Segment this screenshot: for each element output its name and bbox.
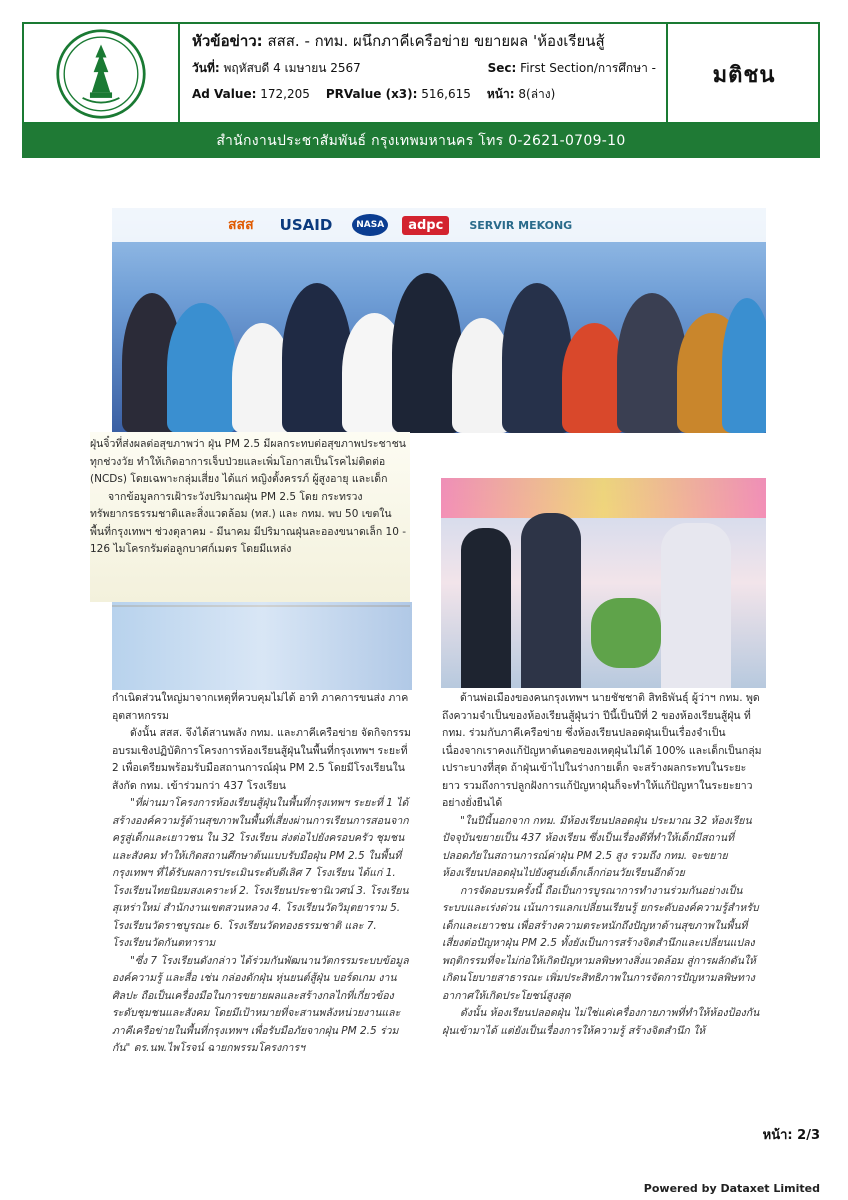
- students-photo: [112, 602, 412, 690]
- inspection-photo: [441, 478, 766, 688]
- paragraph: จากข้อมูลการเฝ้าระวังปริมาณฝุ่น PM 2.5 โดย กระทรวงทรัพยากรธรรมชาติและสิ่งแวดล้อม (ทส.) และ กทม. พบ 50 เขตในพื้นที่กรุงเทพฯ ช่วงตุลาคม - มีนาคม มีปริมาณฝุ่นละอองขนาดเล็ก 10 - 126 ไมโครกรัมต่อลูกบาศก์เมตร โดยมีแหล่ง: [90, 490, 406, 555]
- sponsor-logo-adpc: adpc: [402, 216, 449, 235]
- logo-cell: [24, 24, 180, 124]
- clipping-info: [182, 24, 666, 124]
- quote-paragraph: "ซึ่ง 7 โรงเรียนดังกล่าว ได้ร่วมกันพัฒนานวัตกรรมระบบข้อมูล องค์ความรู้ และสื่อ เช่น กล่องดักฝุ่น หุ่นยนต์สู้ฝุ่น บอร์ดเกม งานศิลปะ ถือเป็นเครื่องมือในการขยายผลและสร้างกลไกที่เกี่ยวข้องระดับชุมชนและสังคม โดยมีเป้าหมายที่จะสานพลังหน่วยงานและภาคีเครือข่ายในพื้นที่กรุงเทพฯ เพื่อรับมือภัยจากฝุ่น PM 2.5 ร่วมกัน" ดร.นพ.ไพโรจน์ ฉายกพรรมโครงการฯ: [112, 954, 409, 1054]
- sponsor-logo-sss: สสส: [228, 217, 254, 233]
- article-column-1: [90, 436, 406, 559]
- headline-row: [192, 30, 656, 52]
- article-column-2: [112, 690, 414, 1058]
- paragraph: การจัดอบรมครั้งนี้ ถือเป็นการบูรณาการทำงานร่วมกันอย่างเป็นระบบและเร่งด่วน เน้นการแลกเปลี่ยนเรียนรู้ ยกระดับองค์ความรู้สำหรับเด็กและเยาวชน เพื่อสร้างความตระหนักถึงปัญหาด้านสุขภาพในพื้นที่เสี่ยงต่อปัญหาฝุ่น PM 2.5 ทั้งยังเป็นการสร้างจิตสำนึกและเปลี่ยนแปลงพฤติกรรมที่จะไม่ก่อให้เกิดปัญหามลพิษทางสิ่งแวดล้อม สู่การผลักดันให้เกิดนโยบายสาธารณะ เพิ่มประสิทธิภาพในการจัดการปัญหามลพิษทางอากาศให้เกิดประโยชน์สูงสุด: [442, 884, 759, 1002]
- paragraph: ดังนั้น ห้องเรียนปลอดฝุ่น ไม่ใช่แค่เครื่องกายภาพที่ทำให้ห้องป้องกันฝุ่นเข้ามาได้ แต่ยังเป็นเรื่องการให้ความรู้ สร้างจิตสำนึก ให้: [442, 1007, 760, 1037]
- date-value: พฤหัสบดี 4 เมษายน 2567: [223, 61, 361, 75]
- paragraph: ด้านพ่อเมืองของคนกรุงเทพฯ นายชัชชาติ สิทธิพันธุ์ ผู้ว่าฯ กทม. พูดถึงความจำเป็นของห้องเรียนสู้ฝุ่นว่า ปีนี้เป็นปีที่ 2 ของห้องเรียนสู้ฝุ่น ที่ กทม. ร่วมกับภาคีเครือข่าย ซึ่งห้องเรียนปลอดฝุ่นเป็นเรื่องจำเป็น เนื่องจากเราคงแก้ปัญหาต้นตอของเหตุฝุ่นไม่ได้ 100% และเด็กเป็นกลุ่มเปราะบางที่สุด ถ้าฝุ่นเข้าไปในร่างกายเด็ก จะสร้างผลกระทบในระยะยาว รวมถึงการปลูกฝังการแก้ปัญหาฝุ่นก็จะทำให้แก้ปัญหาในระยะยาวอย่างยั่งยืนได้: [442, 692, 762, 809]
- paragraph: ฝุ่นจิ๋วที่ส่งผลต่อสุขภาพว่า ฝุ่น PM 2.5 มีผลกระทบต่อสุขภาพประชาชนทุกช่วงวัย ทำให้เกิดอาการเจ็บป่วยและเพิ่มโอกาสเป็นโรคไม่ติดต่อ (NCDs) โดยเฉพาะกลุ่มเสี่ยง ได้แก่ หญิงตั้งครรภ์ ผู้สูงอายุ และเด็ก: [90, 438, 406, 485]
- bangkok-seal-icon: [55, 28, 147, 120]
- date-row: [192, 58, 656, 78]
- page-label: หน้า:: [486, 87, 515, 101]
- sec-value: First Section/การศึกษา -: [520, 61, 656, 75]
- powered-by: Powered by Dataxet Limited: [643, 1182, 820, 1195]
- pr-office-banner: สำนักงานประชาสัมพันธ์ กรุงเทพมหานคร โทร 0-2621-0709-10: [22, 124, 820, 158]
- date-label: วันที่:: [192, 61, 220, 75]
- pr-value: 516,615: [421, 87, 471, 101]
- event-photo: [112, 208, 766, 433]
- ad-value: 172,205: [260, 87, 310, 101]
- sponsor-logo-servir: SERVIR MEKONG: [469, 218, 573, 232]
- sponsor-logo-usaid: USAID: [279, 216, 333, 234]
- page-indicator: หน้า: 2/3: [762, 1128, 820, 1143]
- headline-text: สสส. - กทม. ผนึกภาคีเครือข่าย ขยายผล 'ห้องเรียนสู้: [267, 32, 605, 50]
- value-row: [192, 84, 656, 104]
- headline-label: หัวข้อข่าว:: [192, 32, 263, 50]
- quote-paragraph: "ในปีนี้นอกจาก กทม. มีห้องเรียนปลอดฝุ่น ประมาณ 32 ห้องเรียน ปัจจุบันขยายเป็น 437 ห้องเรียน ซึ่งเป็นเรื่องดีที่ทำให้เด็กมีสถานที่ปลอดภัยในสถานการณ์ค่าฝุ่น PM 2.5 สูง รวมถึง กทม. จะขยายห้องเรียนปลอดฝุ่นไปยังศูนย์เด็กเล็กก่อนวัยเรียนอีกด้วย: [442, 814, 752, 879]
- paragraph: ดังนั้น สสส. จึงได้สานพลัง กทม. และภาคีเครือข่าย จัดกิจกรรมอบรมเชิงปฏิบัติการโครงการห้องเรียนสู้ฝุ่นในพื้นที่กรุงเทพฯ ระยะที่ 2 เพื่อเตรียมพร้อมรับมือสถานการณ์ฝุ่น PM 2.5 โดยมีโรงเรียนในสังกัด กทม. เข้าร่วมกว่า 437 โรงเรียน: [112, 727, 411, 792]
- sponsor-logo-nasa: NASA: [352, 214, 388, 236]
- sponsor-logo-strip: [112, 208, 766, 242]
- pr-label: PRValue (x3):: [325, 87, 418, 101]
- crowd-illustration: [112, 243, 766, 433]
- article-column-3: [442, 690, 764, 1040]
- page-value: 8(ล่าง): [518, 87, 556, 101]
- quote-paragraph: "ที่ผ่านมาโครงการห้องเรียนสู้ฝุ่นในพื้นที่กรุงเทพฯ ระยะที่ 1 ได้สร้างองค์ความรู้ด้านสุขภาพในพื้นที่เสี่ยงผ่านการเรียนการสอนจากครูสู่เด็กและเยาวชน ใน 32 โรงเรียน ส่งต่อไปยังครอบครัว ชุมชน และสังคม ทำให้เกิดสถานศึกษาต้นแบบรับมือฝุ่น PM 2.5 ในพื้นที่กรุงเทพฯ ที่ได้รับผลการประเมินระดับดีเลิศ 7 โรงเรียน ได้แก่ 1. โรงเรียนไทยนิยมสงเคราะห์ 2. โรงเรียนประชานิเวศน์ 3. โรงเรียนสุเหร่าใหม่ สำนักงานเขตสวนหลวง 4. โรงเรียนวัดวิมุตยาราม 5. โรงเรียนวัดราชบูรณะ 6. โรงเรียนวัดทองธรรมชาติ และ 7. โรงเรียนวัดกันตทาราม: [112, 797, 409, 949]
- paragraph: กำเนิดส่วนใหญ่มาจากเหตุที่ควบคุมไม่ได้ อาทิ ภาคการขนส่ง ภาคอุตสาหกรรม: [112, 692, 409, 722]
- publisher-cell: [666, 24, 820, 124]
- sec-label: Sec:: [487, 61, 517, 75]
- publisher-logo: มติชน: [712, 62, 776, 88]
- ad-label: Ad Value:: [192, 87, 257, 101]
- clipping-header: [22, 22, 820, 124]
